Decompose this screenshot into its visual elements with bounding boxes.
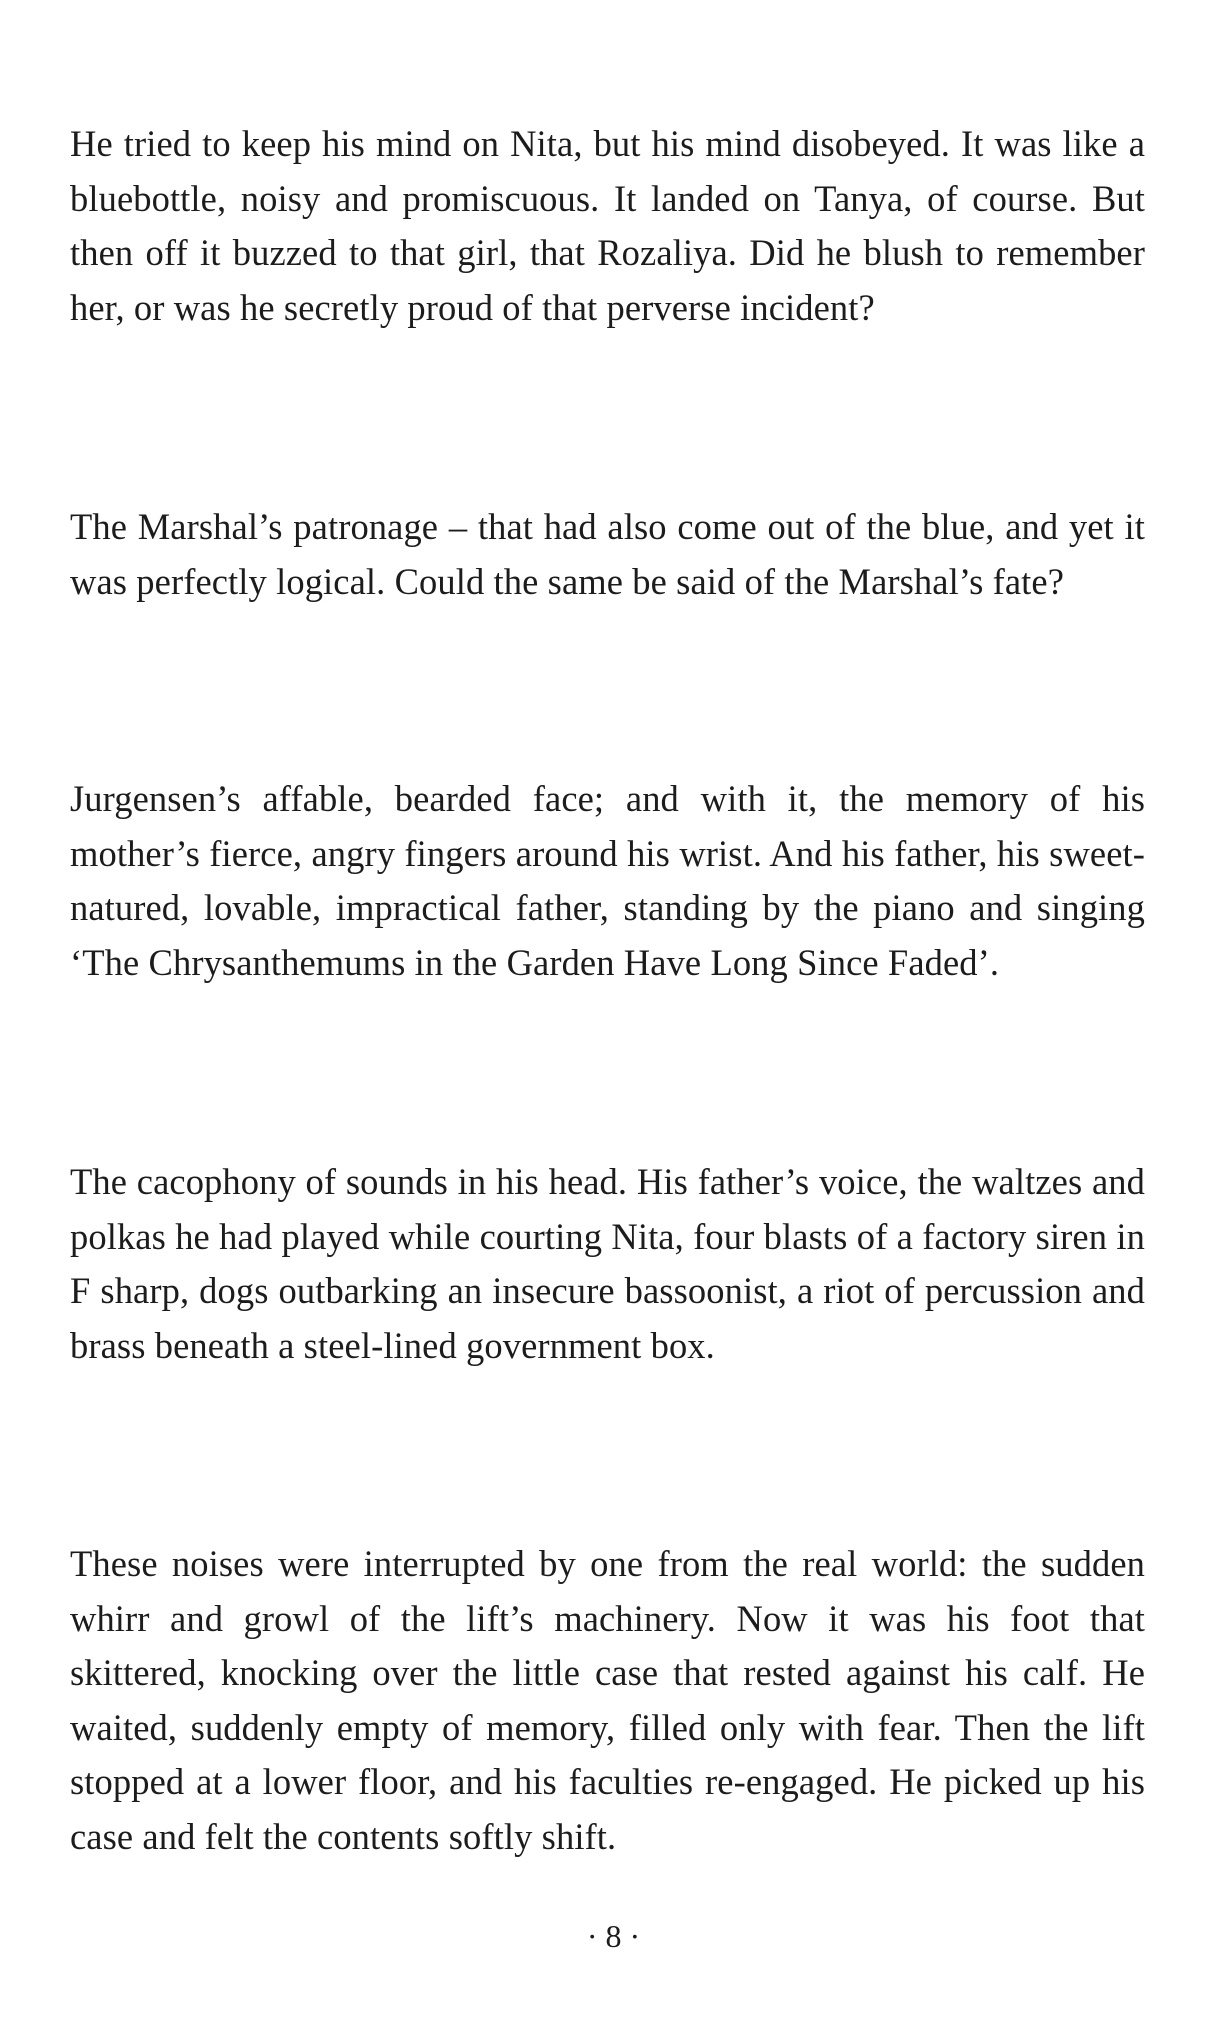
page-number: · 8 · [586,1918,641,1954]
paragraph-cacophony: The cacophony of sounds in his head. His father’s voice, the waltzes and polkas he had played while courting Nita, four blasts of a factory siren in F sharp, dogs outbarking an insecure bassoonist, a riot of percussion and brass beneath a steel-lined government box. [70,1161,1145,1366]
paragraph-lift-noises: These noises were interrupted by one from the real world: the sudden whirr and growl of the lift’s machinery. Now it was his foot that skittered, knocking over the little case that rested against his calf. He waited, suddenly empty of memory, filled only with fear. Then the lift stopped at a lower floor, and his faculties re-engaged. He picked up his case and felt the contents softly shift. [70,1543,1145,1857]
paragraph-jurgensen-memory: Jurgensen’s affable, bearded face; and with it, the memory of his mother’s fierce, angry fingers around his wrist. And his father, his sweet-natured, lovable, impractical father, standing by the piano and singing ‘The Chrysanthemums in the Garden Have Long Since Faded’. [70,778,1145,983]
paragraph-nita-bluebottle: He tried to keep his mind on Nita, but his mind disobeyed. It was like a bluebottle, noisy and promiscuous. It landed on Tanya, of course. But then off it buzzed to that girl, that Rozaliya. Did he blush to remember her, or was he secretly proud of that perverse incident? [70,123,1145,328]
paragraph-marshal-patronage: The Marshal’s patronage – that had also come out of the blue, and yet it was perfectly logical. Could the same be said of the Marshal’s fate? [70,506,1145,602]
